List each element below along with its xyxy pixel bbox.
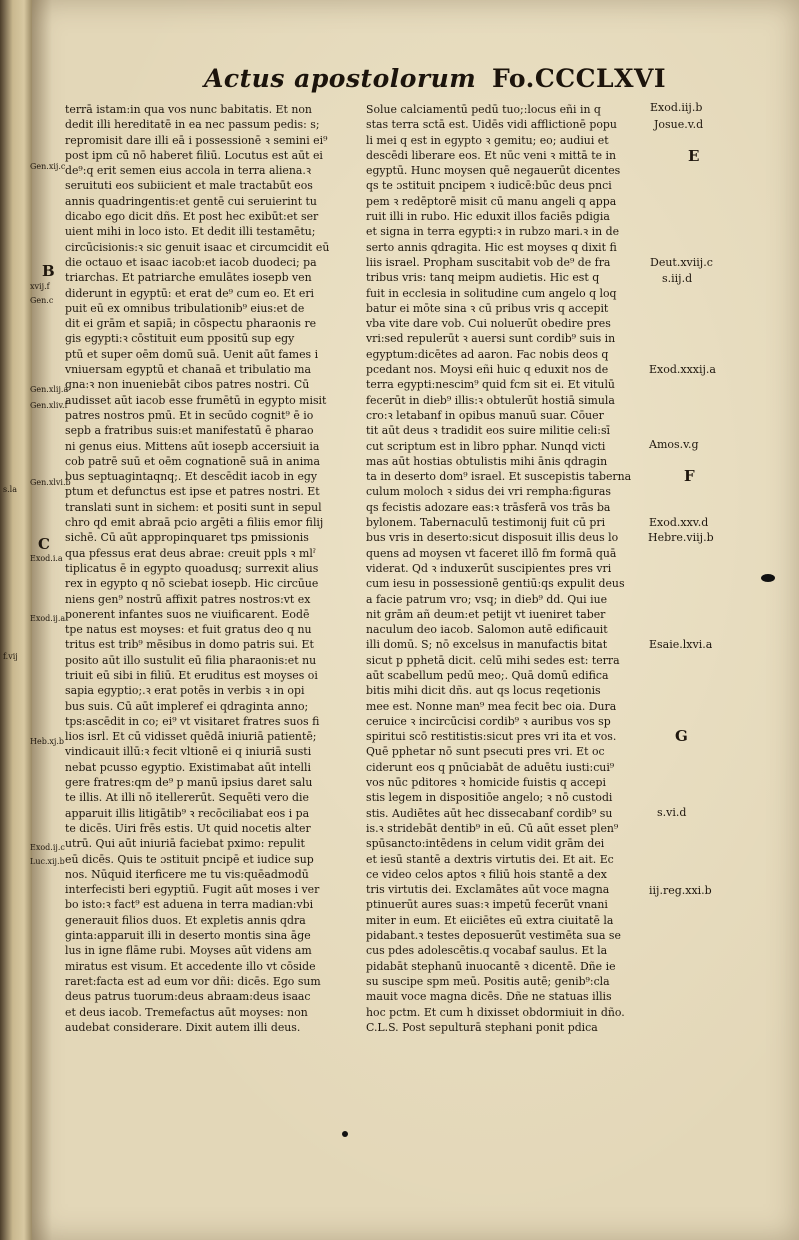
text-line: cum iesu in possessionē gentiū:qs expulit deus (366, 577, 625, 591)
text-line: li mei q est in egypto ꝛ gemitu; eo; audiui et (366, 133, 609, 147)
text-line: miratus est visum. Et accedente illo vt cōside (65, 959, 316, 973)
text-line: chro qd emit abraā pcio argēti a filiis emor filij (65, 516, 324, 530)
text-line: sichē. Cū aūt appropinquaret tps pmissionis (65, 531, 309, 545)
text-line: vindicauit illū:ꝛ fecit vltionē ei q iniuriā susti (65, 745, 312, 759)
text-line: pidabāt stephanū inuocantē ꝛ dicentē. Dñe ie (366, 959, 616, 973)
text-line: bylonem. Tabernaculū testimonij fuit cū pri (366, 516, 606, 530)
text-line: te dicēs. Uiri frēs estis. Ut quid nocetis alter (65, 821, 311, 835)
text-line: fuit in ecclesia in solitudine cum angelo q loq (366, 286, 617, 300)
left-margin-note: Exod.i.a (30, 554, 63, 563)
right-margin-note: Deut.xviij.c (650, 256, 713, 269)
text-line: pidabant.ꝛ testes deposuerūt vestimēta sua se (366, 929, 621, 943)
running-title: Actus apostolorum (204, 64, 477, 93)
text-line: uient mihi in loco isto. Et dedit illi testamētu; (65, 225, 316, 239)
text-line: gis egypti:ꝛ cōstituit eum ppositū sup egy (65, 332, 295, 346)
right-margin-note: Exod.iij.b (650, 101, 703, 114)
text-line: tpe natus est moyses: et fuit gratus deo q nu (65, 623, 312, 637)
text-line: C.L.S. Post sepulturā stephani ponit pdica (366, 1020, 598, 1034)
text-line: tiplicatus ē in egypto quoadusq; surrexit alius (65, 561, 319, 575)
text-line: posito aūt illo sustulit eū filia pharaonis:et nu (65, 653, 317, 667)
text-line: mas aūt hostias obtulistis mihi ānis qdragin (366, 454, 608, 468)
text-line: batur ei mōte sina ꝛ cū pribus vris q accepit (366, 301, 609, 315)
text-line: tritus est trib⁹ mēsibus in domo patris sui. Et (65, 638, 314, 652)
left-margin-note: Gen.xij.c (30, 162, 66, 171)
text-line: descēdi liberare eos. Et nūc veni ꝛ mittā te in (366, 148, 617, 162)
text-line: cus pdes adolescētis.q vocabaf saulus. Et la (366, 944, 608, 958)
text-line: lus in igne flāme rubi. Moyses aūt videns am (65, 944, 312, 958)
left-margin-letter: C (38, 535, 50, 553)
text-line: fecerūt in dieb⁹ illis:ꝛ obtulerūt hostiā simula (366, 393, 615, 407)
text-line: cro:ꝛ letabanf in opibus manuū suar. Cōuer (366, 408, 604, 422)
text-line: qs te ɔstituit pncipem ꝛ iudicē:būc deus pnci (366, 179, 612, 193)
text-line: quens ad moysen vt faceret illō fm formā quā (366, 546, 617, 560)
text-line: triarchas. Et patriarche emulātes iosepb ven (65, 271, 312, 285)
text-line: annis quadringentis:et gentē cui seruierint tu (65, 194, 317, 208)
left-margin-note: Gen.xlij.a (30, 385, 69, 394)
text-line: ponerent infantes suos ne viuificarent. Eodē (65, 607, 310, 621)
text-line: ptum et defunctus est ipse et patres nostri. Et (65, 485, 320, 499)
text-line: apparuit illis litigātib⁹ ꝛ recōciliabat eos i pa (65, 806, 310, 820)
text-line: generauit filios duos. Et expletis annis qdra (65, 913, 306, 927)
right-margin-letter: E (688, 147, 700, 165)
left-margin-note: Gen.xliv.f (30, 401, 68, 410)
text-line: a facie patrum vro; vsq; in dieb⁹ dd. Qui iue (366, 592, 608, 606)
folio-number: Fo.CCCLXVI (492, 64, 667, 93)
text-line: is.ꝛ stridebāt dentib⁹ in eū. Cū aūt esset plen⁹ (366, 821, 619, 835)
text-line: vba vite dare vob. Cui noluerūt obedire pres (366, 317, 611, 331)
text-line: vniuersam egyptū et chanaā et tribulatio ma (65, 363, 311, 377)
text-line: mee est. Nonne man⁹ mea fecit bec oia. Dura (366, 699, 617, 713)
text-line: illi domū. S; nō excelsus in manufactis bitat (366, 638, 608, 652)
text-line: nit grām añ deum:et petijt vt iueniret taber (366, 607, 606, 621)
text-line: diderunt in egyptū: et erat de⁹ cum eo. Et eri (65, 286, 315, 300)
text-line: tris virtutis dei. Exclamātes aūt voce magna (366, 883, 610, 897)
text-line: et deus iacob. Tremefactus aūt moyses: non (65, 1005, 308, 1019)
text-line: bo isto:ꝛ fact⁹ est aduena in terra madian:vbi (65, 898, 314, 912)
left-margin-note: Exod.ij.c (30, 843, 65, 852)
text-line: serto annis qdragita. Hic est moyses q dixit fi (366, 240, 617, 254)
right-margin-note: s.iij.d (662, 272, 693, 285)
right-margin-letter: F (684, 467, 695, 485)
right-margin-letter: G (675, 727, 688, 745)
text-line: sapia egyptio;.ꝛ erat potēs in verbis ꝛ in opi (65, 684, 305, 698)
text-line: stis. Audiētes aūt hec dissecabanf cordib⁹ su (366, 806, 613, 820)
text-line: ce video celos aptos ꝛ filiū hois stantē a dex (366, 867, 607, 881)
text-line: egyptū. Hunc moysen quē negauerūt dicentes (366, 164, 621, 178)
text-line: gna:ꝛ non inueniebāt cibos patres nostri. Cū (65, 378, 310, 392)
text-line: nebat pcusso egyptio. Existimabat aūt intelli (65, 760, 311, 774)
text-line: tribus vris: tanq meipm audietis. Hic est q (366, 271, 600, 285)
text-line: dit ei grām et sapiā; in cōspectu pharaonis re (65, 317, 317, 331)
left-margin-note: Luc.xij.b (30, 857, 65, 866)
text-line: deus patrus tuorum:deus abraam:deus isaac (65, 990, 311, 1004)
right-margin-note: Exod.xxv.d (649, 516, 709, 529)
text-line: utrū. Qui aūt iniuriā faciebat pximo: repulit (65, 837, 305, 851)
text-line: miter in eum. Et eiiciētes eū extra ciuitatē la (366, 913, 614, 927)
text-line: et iesū stantē a dextris virtutis dei. Et ait. Ec (366, 852, 614, 866)
text-line: gere fratres:qm de⁹ p manū ipsius daret salu (65, 776, 313, 790)
text-line: aūt scabellum pedū meo;. Quā domū edifica (366, 668, 609, 682)
text-line: mauit voce magna dicēs. Dñe ne statuas illis (366, 990, 612, 1004)
text-line: ptinuerūt aures suas:ꝛ impetū fecerūt vnani (366, 898, 608, 912)
text-line: ruit illi in rubo. Hic eduxit illos faciēs pdigia (366, 210, 610, 224)
right-text-column (366, 102, 664, 1035)
text-line: lios isrl. Et cū vidisset quēdā iniuriā patientē; (65, 730, 317, 744)
text-line: tps:ascēdit in co; ei⁹ vt visitaret fratres suos fi (65, 714, 320, 728)
left-margin-note: Heb.xj.b (30, 737, 65, 746)
text-line: rex in egypto q nō sciebat iosepb. Hic circūue (65, 577, 319, 591)
text-line: bitis mihi dicit dñs. aut qs locus reqetionis (366, 684, 601, 698)
text-line: culum moloch ꝛ sidus dei vri rempha:figuras (366, 485, 611, 499)
text-line: hoc pctm. Et cum h dixisset obdormiuit in dño. (366, 1005, 625, 1019)
text-line: qs fecistis adozare eas:ꝛ trāsferā vos trās ba (366, 500, 611, 514)
text-line: stas terra sctā est. Uidēs vidi afflictionē popu (366, 118, 617, 132)
text-line: bus suis. Cū aūt impleref ei qdraginta anno; (65, 699, 309, 713)
text-line: qua pfessus erat deus abrae: creuit ppls ꝛ mlˀ (65, 546, 316, 560)
right-margin-note: iij.reg.xxi.b (649, 884, 712, 897)
left-margin-note: Exod.ij.a (30, 614, 66, 623)
text-line: audebat considerare. Dixit autem illi deus. (65, 1020, 301, 1034)
text-line: triuit eū sibi in filiū. Et eruditus est moyses oi (65, 668, 318, 682)
text-line: su suscipe spm meū. Positis autē; genib⁹:cla (366, 974, 610, 988)
text-line: terra egypti:nescim⁹ quid fcm sit ei. Et vitulū (366, 378, 615, 392)
text-line: interfecisti beri egyptiū. Fugit aūt moses i ver (65, 883, 320, 897)
text-line: stis legem in dispositiōe angelo; ꝛ nō custodi (366, 791, 613, 805)
text-line: nos. Nūquid iterficere me tu vis:quēadmodū (65, 867, 309, 881)
text-line: spiritui scō restitistis:sicut pres vri ita et vos. (366, 730, 617, 744)
text-line: audisset aūt iacob esse frumētū in egypto misit (65, 393, 327, 407)
right-margin-note: Hebre.viij.b (648, 531, 714, 544)
text-line: niens gen⁹ nostrū affixit patres nostros:vt ex (65, 592, 311, 606)
text-line: pem ꝛ redēptorē misit cū manu angeli q appa (366, 194, 617, 208)
text-line: sepb a fratribus suis:et manifestatū ē pharao (65, 424, 314, 438)
text-line: eū dicēs. Quis te ɔstituit pncipē et iudice sup (65, 852, 314, 866)
right-margin-note: s.vi.d (657, 806, 687, 819)
text-line: bus vris in deserto:sicut disposuit illis deus lo (366, 531, 619, 545)
text-line: cut scriptum est in libro pphar. Nunqd victi (366, 439, 606, 453)
text-line: seruituti eos subiicient et male tractabūt eos (65, 179, 313, 193)
left-margin-note: Gen.xlvi.b (30, 478, 71, 487)
text-line: post ipm cū nō haberet filiū. Locutus est aūt ei (65, 148, 323, 162)
text-line: repromisit dare illi eā i possessionē ꝛ semini ei⁹ (65, 133, 328, 147)
text-line: dicabo ego dicit dñs. Et post hec exibūt:et ser (65, 210, 319, 224)
text-line: raret:facta est ad eum vor dñi: dicēs. Ego sum (65, 974, 321, 988)
text-line: ciderunt eos q pnūciabāt de aduētu iusti:cui⁹ (366, 760, 615, 774)
prev-page-margin-note: f.vij (3, 652, 18, 661)
book-gutter (0, 0, 32, 1240)
text-line: circūcisionis:ꝛ sic genuit isaac et circumcidit eū (65, 240, 330, 254)
text-line: vri:sed repulerūt ꝛ auersi sunt cordib⁹ suis in (366, 332, 616, 346)
prev-page-margin-note: s.la (3, 485, 17, 494)
text-line: de⁹:q erit semen eius accola in terra aliena.ꝛ (65, 164, 312, 178)
text-line: terrā istam:in qua vos nunc babitatis. Et non (65, 103, 312, 116)
text-line: et signa in terra egypti:ꝛ in rubzo mari.ꝛ in de (366, 225, 620, 239)
text-line: tit aūt deus ꝛ tradidit eos suire militie celi:sī (366, 424, 611, 438)
left-margin-note: xvij.f (30, 282, 50, 291)
text-line: te illis. At illi nō itellererūt. Sequēti vero die (65, 791, 309, 805)
text-line: ginta:apparuit illi in deserto montis sina āge (65, 929, 311, 943)
left-margin-note: Gen.c (30, 296, 54, 305)
text-line: pcedant nos. Moysi eñi huic q eduxit nos de (366, 363, 609, 377)
page-header (32, 60, 799, 100)
text-line: dedit illi hereditatē in ea nec passum pedis: s; (65, 118, 320, 132)
text-line: puit eū ex omnibus tribulationib⁹ eius:et de (65, 301, 305, 315)
ink-spot (761, 574, 775, 582)
left-text-column (65, 102, 357, 1035)
text-line: liis israel. Propham suscitabit vob de⁹ de fra (366, 255, 611, 269)
text-line: translati sunt in sichem: et positi sunt in sepul (65, 500, 322, 514)
text-line: Solue calciamentū pedū tuo;:locus eñi in q (366, 103, 601, 116)
right-margin-note: Exod.xxxij.a (649, 363, 716, 376)
text-line: patres nostros pmū. Et in secūdo cognit⁹ ē io (65, 408, 314, 422)
text-line: sicut p pphetā dicit. celū mihi sedes est: terra (366, 653, 620, 667)
ink-spot (342, 1131, 348, 1137)
text-line: ceruice ꝛ incircūcisi cordib⁹ ꝛ auribus vos sp (366, 714, 611, 728)
text-line: ni genus eius. Mittens aūt iosepb accersiuit ia (65, 439, 320, 453)
right-margin-note: Esaie.lxvi.a (649, 638, 713, 651)
text-line: Quē pphetar nō sunt psecuti pres vri. Et oc (366, 745, 605, 759)
text-line: ta in deserto dom⁹ israel. Et suscepistis taberna (366, 470, 632, 484)
right-margin-note: Amos.v.g (649, 438, 699, 451)
text-line: viderat. Qd ꝛ induxerūt suscipientes pres vri (366, 561, 612, 575)
text-line: die octauo et isaac iacob:et iacob duodeci; pa (65, 255, 317, 269)
text-line: egyptum:dicētes ad aaron. Fac nobis deos q (366, 347, 609, 361)
text-line: cob patrē suū et oēm cognationē suā in anima (65, 454, 320, 468)
text-line: spūsancto:intēdens in celum vidit grām dei (366, 837, 605, 851)
text-line: bus septuagintaqnq;. Et descēdit iacob in egy (65, 470, 318, 484)
book-page (32, 0, 799, 1240)
text-line: naculum deo iacob. Salomon autē edificauit (366, 623, 608, 637)
text-line: ptū et super oēm domū suā. Uenit aūt fames i (65, 347, 319, 361)
right-margin-note: Josue.v.d (654, 118, 704, 131)
left-margin-letter: B (42, 262, 55, 280)
text-line: vos nūc pditores ꝛ homicide fuistis q accepi (366, 776, 606, 790)
